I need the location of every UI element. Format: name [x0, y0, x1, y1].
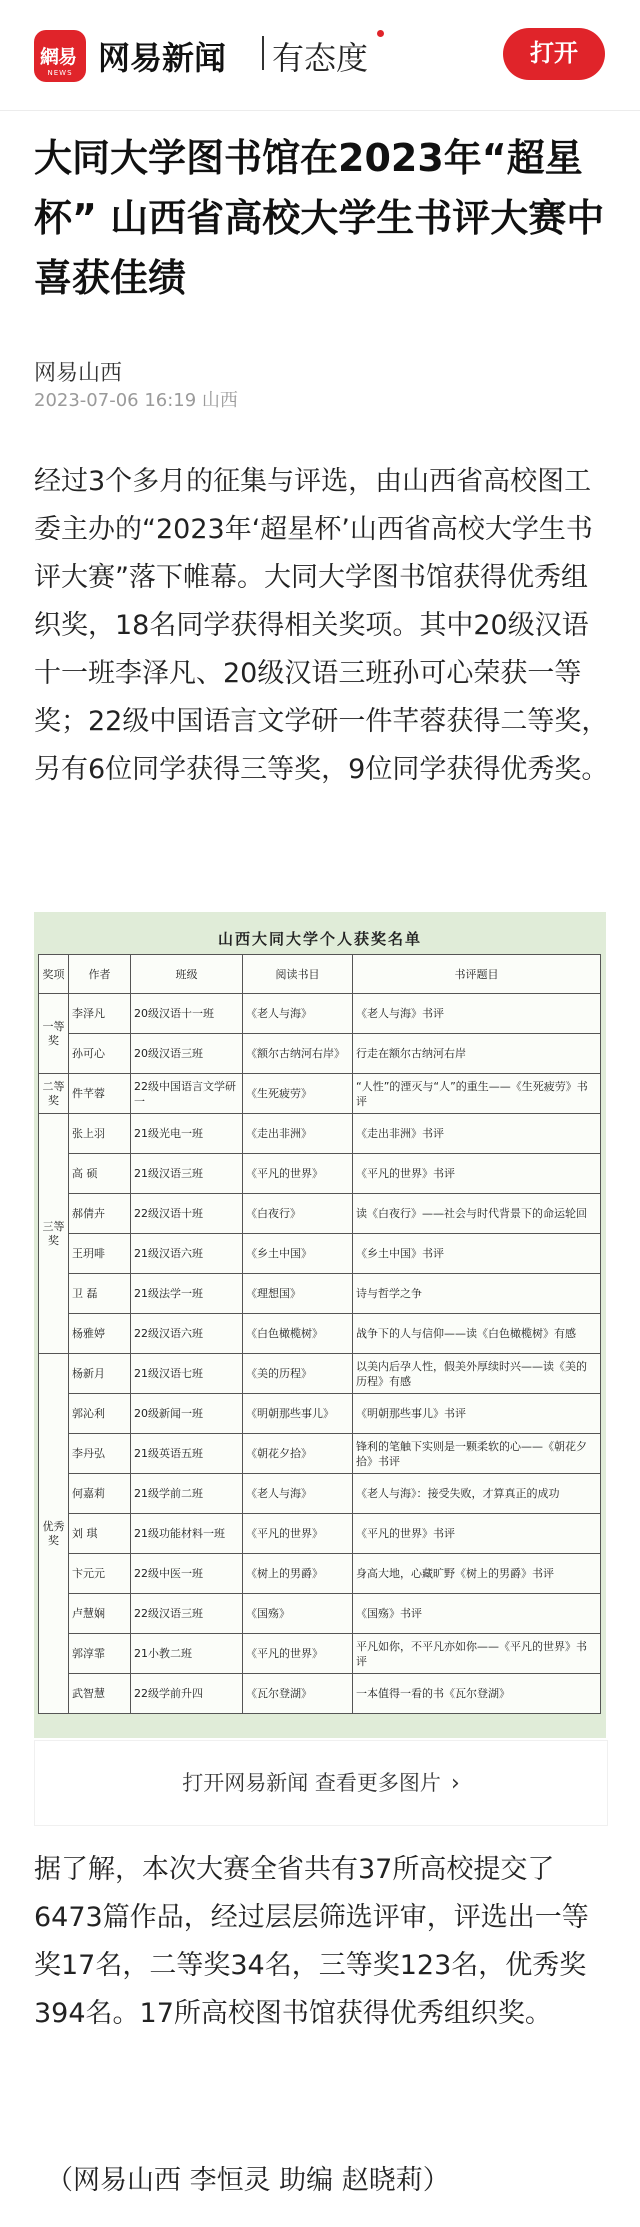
review-title-cell: 以美内后孕人性，假美外厚续时兴——读《美的历程》有感: [353, 1354, 601, 1394]
more-images-label: 打开网易新闻 查看更多图片: [182, 1771, 441, 1795]
header-class: 班级: [131, 955, 243, 994]
table-row: [39, 1194, 601, 1234]
class-cell: 21级英语五班: [131, 1434, 243, 1474]
book-cell: 《平凡的世界》: [243, 1154, 353, 1194]
review-title-cell: 诗与哲学之争: [353, 1274, 601, 1314]
book-cell: 《老人与海》: [243, 1474, 353, 1514]
table-row: [39, 1634, 601, 1674]
table-row: [39, 1514, 601, 1554]
book-cell: 《瓦尔登湖》: [243, 1674, 353, 1714]
slogan-dot: [377, 30, 384, 37]
review-title-cell: 《国殇》书评: [353, 1594, 601, 1634]
class-cell: 22级汉语三班: [131, 1594, 243, 1634]
author-cell: 郝倩卉: [69, 1194, 131, 1234]
review-title-cell: 行走在额尔古纳河右岸: [353, 1034, 601, 1074]
class-cell: 22级学前升四: [131, 1674, 243, 1714]
open-more-images-link[interactable]: [34, 1740, 608, 1826]
article-source[interactable]: 网易山西: [34, 361, 123, 386]
header-award: 奖项: [39, 955, 69, 994]
author-cell: 件芊蓉: [69, 1074, 131, 1114]
book-cell: 《额尔古纳河右岸》: [243, 1034, 353, 1074]
review-title-cell: 一本值得一看的书《瓦尔登湖》: [353, 1674, 601, 1714]
author-cell: 李丹弘: [69, 1434, 131, 1474]
award-category-cell: 优秀奖: [39, 1354, 69, 1714]
netease-news-logo: [34, 30, 86, 82]
author-cell: 杨雅婷: [69, 1314, 131, 1354]
class-cell: 21级法学一班: [131, 1274, 243, 1314]
table-header-row: [39, 955, 601, 994]
table-row: [39, 1034, 601, 1074]
brand-separator: [262, 36, 264, 70]
class-cell: 21级光电一班: [131, 1114, 243, 1154]
book-cell: 《乡土中国》: [243, 1234, 353, 1274]
class-cell: 22级汉语十班: [131, 1194, 243, 1234]
review-title-cell: 平凡如你，不平凡亦如你——《平凡的世界》书评: [353, 1634, 601, 1674]
table-row: [39, 1234, 601, 1274]
author-cell: 孙可心: [69, 1034, 131, 1074]
award-category-cell: 一等奖: [39, 994, 69, 1074]
book-cell: 《理想国》: [243, 1274, 353, 1314]
class-cell: 21级汉语三班: [131, 1154, 243, 1194]
book-cell: 《美的历程》: [243, 1354, 353, 1394]
article-title: 大同大学图书馆在2023年“超星杯” 山西省高校大学生书评大赛中喜获佳绩: [34, 136, 605, 300]
table-row: [39, 1154, 601, 1194]
table-row: [39, 1354, 601, 1394]
header-author: 作者: [69, 955, 131, 994]
logo-subtext: NEWS: [47, 69, 73, 77]
review-title-cell: 《老人与海》书评: [353, 994, 601, 1034]
award-category-cell: 二等奖: [39, 1074, 69, 1114]
review-title-cell: 《平凡的世界》书评: [353, 1514, 601, 1554]
award-list-image[interactable]: [34, 912, 606, 1738]
author-cell: 卢慧娴: [69, 1594, 131, 1634]
author-cell: 郭沁利: [69, 1394, 131, 1434]
author-cell: 卞元元: [69, 1554, 131, 1594]
book-cell: 《国殇》: [243, 1594, 353, 1634]
header-book: 阅读书目: [243, 955, 353, 994]
review-title-cell: 读《白夜行》——社会与时代背景下的命运轮回: [353, 1194, 601, 1234]
logo-text: 網易: [40, 46, 77, 68]
book-cell: 《明朝那些事儿》: [243, 1394, 353, 1434]
table-row: [39, 1474, 601, 1514]
brand-slogan: 有态度: [272, 39, 369, 77]
class-cell: 20级汉语三班: [131, 1034, 243, 1074]
article-meta: 2023-07-06 16:19 山西: [34, 390, 238, 411]
review-title-cell: 《平凡的世界》书评: [353, 1154, 601, 1194]
class-cell: 20级新闻一班: [131, 1394, 243, 1434]
review-title-cell: 《老人与海》：接受失败，才算真正的成功: [353, 1474, 601, 1514]
book-cell: 《朝花夕拾》: [243, 1434, 353, 1474]
brand-name: 网易新闻: [98, 39, 227, 77]
author-cell: 何嘉莉: [69, 1474, 131, 1514]
table-row: [39, 994, 601, 1034]
open-app-button[interactable]: 打开: [503, 28, 605, 80]
author-credit: （网易山西 李恒灵 助编 赵晓莉）: [46, 2165, 450, 2196]
book-cell: 《生死疲劳》: [243, 1074, 353, 1114]
class-cell: 20级汉语十一班: [131, 994, 243, 1034]
book-cell: 《平凡的世界》: [243, 1514, 353, 1554]
award-table: [38, 954, 601, 1714]
class-cell: 21级功能材料一班: [131, 1514, 243, 1554]
class-cell: 22级中国语言文学研一: [131, 1074, 243, 1114]
review-title-cell: 《明朝那些事儿》书评: [353, 1394, 601, 1434]
book-cell: 《树上的男爵》: [243, 1554, 353, 1594]
book-cell: 《白夜行》: [243, 1194, 353, 1234]
table-row: [39, 1594, 601, 1634]
author-cell: 高 硕: [69, 1154, 131, 1194]
table-row: [39, 1114, 601, 1154]
table-row: [39, 1674, 601, 1714]
class-cell: 22级中医一班: [131, 1554, 243, 1594]
award-table-title: 山西大同大学个人获奖名单: [217, 930, 422, 948]
author-cell: 杨新月: [69, 1354, 131, 1394]
table-row: [39, 1274, 601, 1314]
author-cell: 郭淳霏: [69, 1634, 131, 1674]
review-title-cell: 《走出非洲》书评: [353, 1114, 601, 1154]
award-table-body: [39, 994, 601, 1714]
class-cell: 21小教二班: [131, 1634, 243, 1674]
author-cell: 李泽凡: [69, 994, 131, 1034]
author-cell: 王玥啡: [69, 1234, 131, 1274]
table-row: [39, 1554, 601, 1594]
class-cell: 21级学前二班: [131, 1474, 243, 1514]
author-cell: 武智慧: [69, 1674, 131, 1714]
class-cell: 22级汉语六班: [131, 1314, 243, 1354]
header-review-title: 书评题目: [353, 955, 601, 994]
class-cell: 21级汉语六班: [131, 1234, 243, 1274]
app-header: [0, 0, 640, 111]
book-cell: 《老人与海》: [243, 994, 353, 1034]
table-row: [39, 1074, 601, 1114]
review-title-cell: 身高大地，心藏旷野《树上的男爵》书评: [353, 1554, 601, 1594]
award-category-cell: 三等奖: [39, 1114, 69, 1354]
author-cell: 卫 磊: [69, 1274, 131, 1314]
article-paragraph-2: 据了解，本次大赛全省共有37所高校提交了6473篇作品，经过层层筛选评审，评选出一等奖17名，二等奖34名，三等奖123名，优秀奖394名。17所高校图书馆获得优秀组织奖。: [34, 1854, 589, 2029]
book-cell: 《走出非洲》: [243, 1114, 353, 1154]
author-cell: 刘 琪: [69, 1514, 131, 1554]
class-cell: 21级汉语七班: [131, 1354, 243, 1394]
review-title-cell: “人性”的湮灭与“人”的重生——《生死疲劳》书评: [353, 1074, 601, 1114]
chevron-right-icon: ›: [450, 1771, 460, 1796]
review-title-cell: 锋利的笔触下实则是一颗柔软的心——《朝花夕拾》书评: [353, 1434, 601, 1474]
book-cell: 《白色橄榄树》: [243, 1314, 353, 1354]
author-cell: 张上羽: [69, 1114, 131, 1154]
book-cell: 《平凡的世界》: [243, 1634, 353, 1674]
review-title-cell: 《乡土中国》书评: [353, 1234, 601, 1274]
table-row: [39, 1434, 601, 1474]
article-paragraph-1: 经过3个多月的征集与评选，由山西省高校图工委主办的“2023年‘超星杯’山西省高校大学生书评大赛”落下帷幕。大同大学图书馆获得优秀组织奖，18名同学获得相关奖项。其中20级汉语十一班李泽凡、20级汉语三班孙可心荣获一等奖；22级中国语言文学研一件芊蓉获得二等奖，另有6位同学获得三等奖，9位同学获得优秀奖。: [34, 466, 609, 785]
review-title-cell: 战争下的人与信仰——读《白色橄榄树》有感: [353, 1314, 601, 1354]
table-row: [39, 1394, 601, 1434]
table-row: [39, 1314, 601, 1354]
